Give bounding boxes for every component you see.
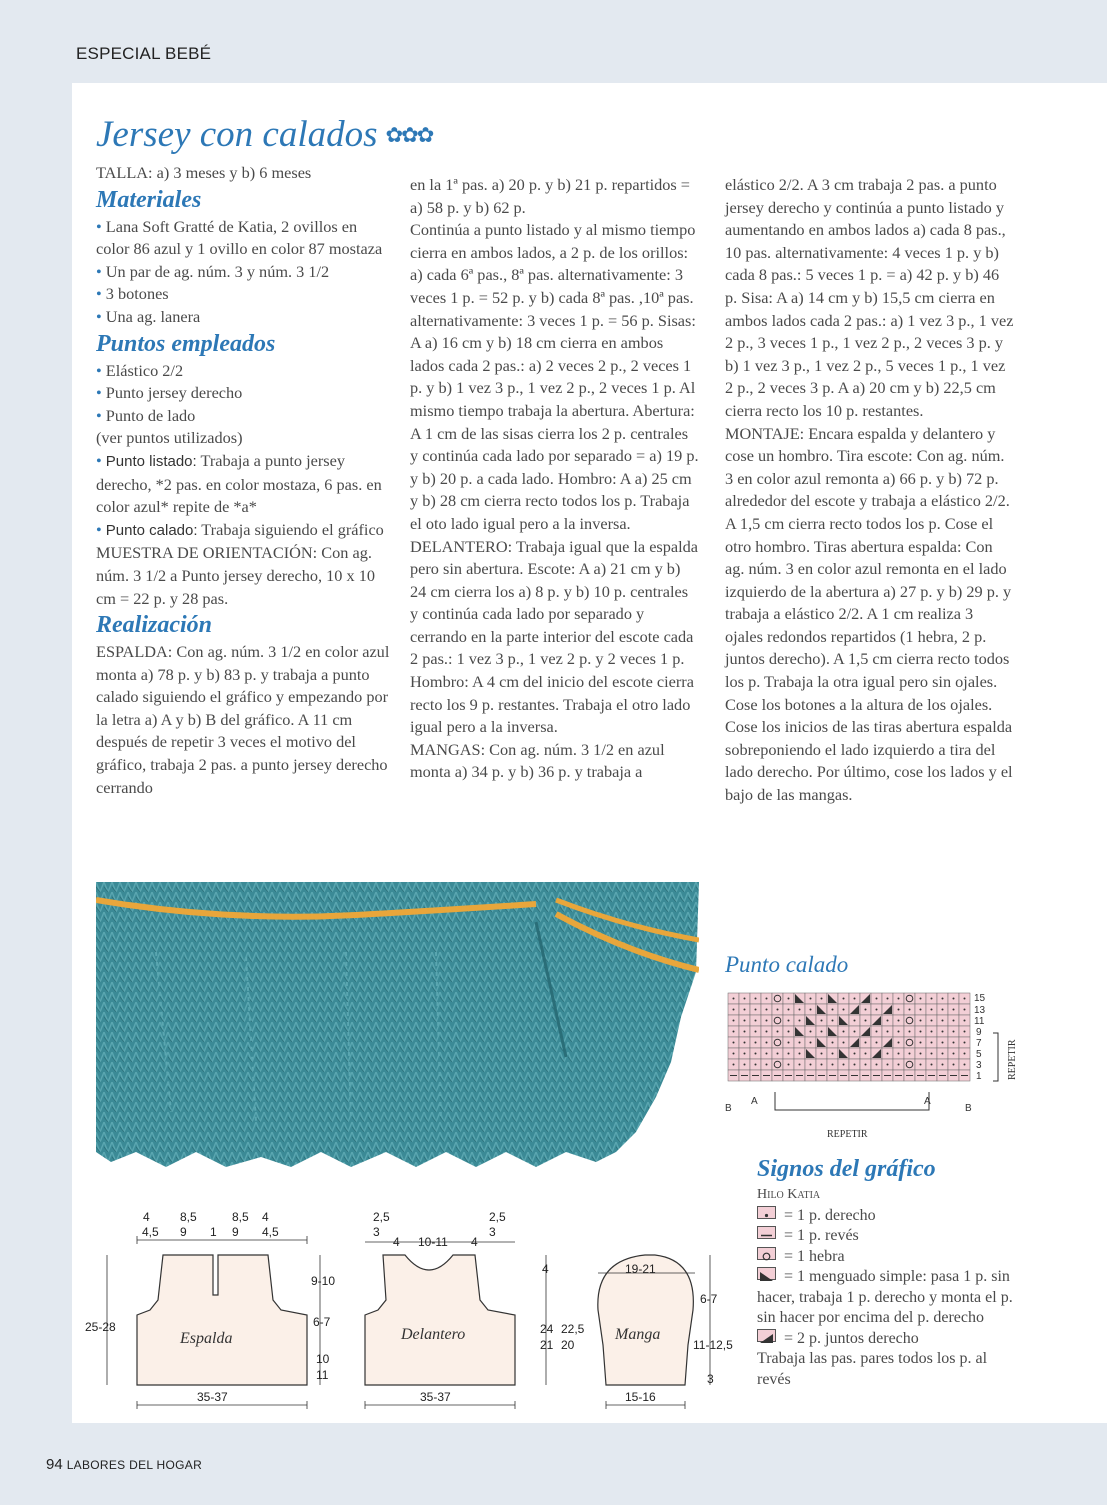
chart-stitch-symbol (788, 1031, 790, 1033)
dim-label: 21 (540, 1338, 554, 1352)
chart-stitch-symbol (953, 1064, 955, 1066)
chart-stitch-symbol (843, 998, 845, 1000)
chart-stitch-symbol (876, 1042, 878, 1044)
chart-stitch-symbol (887, 1031, 889, 1033)
chart-stitch-symbol (755, 1020, 757, 1022)
chart-stitch-symbol (821, 1064, 823, 1066)
dim-label: 9-10 (311, 1274, 336, 1288)
chart-stitch-symbol (788, 1064, 790, 1066)
punto-calado-label: Punto calado: (105, 521, 198, 539)
chart-stitch-symbol (788, 998, 790, 1000)
chart-stitch-symbol (832, 1064, 834, 1066)
chart-stitch-symbol (755, 1031, 757, 1033)
chart-stitch-symbol (898, 1020, 900, 1022)
chart-stitch-symbol (920, 1031, 922, 1033)
chart-stitch-symbol (799, 1064, 801, 1066)
chart-stitch-symbol (733, 1031, 735, 1033)
material-item: • Un par de ag. núm. 3 y núm. 3 1/2 (96, 261, 391, 284)
garment-schematic (85, 1205, 765, 1415)
chart-stitch-symbol (931, 1042, 933, 1044)
sweater-photo (96, 882, 699, 1174)
realizacion-heading: Realización (96, 612, 213, 639)
chart-stitch-symbol (810, 1009, 812, 1011)
chart-stitch-symbol (810, 998, 812, 1000)
row-label: 7 (976, 1038, 982, 1049)
dim-label: 35-37 (197, 1390, 228, 1404)
punto-listado-text: Trabaja a punto jersey derecho, *2 pas. en color mostaza, 6 pas. en color azul* repite de *a* (96, 450, 382, 517)
row-label: 11 (974, 1016, 985, 1027)
delantero-text: DELANTERO: Trabaja igual que la espalda pero sin abertura. Escote: A a) 21 cm y b) 24 cm cierra los a) 8 p. y b) 10 p. centrales y continúa cada lado por separado y cerrando en la parte interior del escote cada 2 pas.: 1 vez 3 p., 1 vez 2 p. y 2 veces 1 p. Hombro: A 4 cm del inicio del escote cierra recto los 9 p. restantes. Trabaja el otro lado igual pero a la inversa. (410, 536, 699, 737)
pattern-title (96, 113, 432, 156)
chart-stitch-symbol (799, 1053, 801, 1055)
chart-stitch-symbol (920, 1053, 922, 1055)
row-label: 9 (976, 1027, 982, 1038)
legend-item: = 1 p. derecho (757, 1206, 1017, 1227)
chart-stitch-symbol (733, 998, 735, 1000)
chart-stitch-symbol (898, 1042, 900, 1044)
chart-stitch-symbol (953, 1009, 955, 1011)
delantero-shape (365, 1255, 515, 1385)
chart-stitch-symbol (810, 1042, 812, 1044)
chart-stitch-symbol (876, 1031, 878, 1033)
col2-paragraph: Continúa a punto listado y al mismo tiempo cierra en ambos lados, a 2 p. de los orillos: a) cada 6ª pas., 8ª pas. alternativamente: 3 veces 1 p. = 52 p. y b) cada 8ª pas. ,10ª pas. alternativamente: 3 veces 1 p. = 56 p. Sisas: A a) 16 cm y b) 18 cm cierra en ambos lados cada 2 pas.: a) 2 veces 2 p., 2 veces 1 p. y b) 1 vez 3 p., 1 vez 2 p., 2 veces 1 p. Al mismo tiempo trabaja la abertura. Abertura: A 1 cm de las sisas cierra los 2 p. centrales y continúa cada lado por separado = a) 19 p. y b) 20 p. a cada lado. Hombro: A a) 25 cm y b) 28 cm cierra recto todos los p. Trabaja el oto lado igual pero a la inversa. (410, 220, 699, 533)
chart-stitch-symbol (799, 1020, 801, 1022)
chart-stitch-symbol (766, 1009, 768, 1011)
chart-stitch-symbol (898, 1064, 900, 1066)
chart-stitch-symbol (865, 1020, 867, 1022)
dim-label: 4 (143, 1210, 150, 1224)
chart-stitch-symbol (854, 998, 856, 1000)
chart-stitch-symbol (920, 1042, 922, 1044)
punto-listado (96, 450, 391, 519)
chart-stitch-symbol (964, 1042, 966, 1044)
dim-label: 10-11 (418, 1235, 448, 1249)
chart-stitch-symbol (909, 1031, 911, 1033)
chart-stitch-symbol (766, 1031, 768, 1033)
dim-label: 4 (262, 1210, 269, 1224)
chart-stitch-symbol (733, 1064, 735, 1066)
dim-label: 2,5 (373, 1210, 390, 1224)
dim-label: 19-21 (625, 1262, 656, 1276)
row-label: 15 (974, 993, 986, 1004)
chart-cell (904, 1015, 915, 1026)
chart-stitch-symbol (766, 1020, 768, 1022)
ver-puntos-text: (ver puntos utilizados) (96, 428, 243, 448)
chart-stitch-symbol (942, 1031, 944, 1033)
punto-item: • Punto jersey derecho (96, 382, 391, 405)
material-item: • Lana Soft Gratté de Katia, 2 ovillos en color 86 azul y 1 ovillo en color 87 mostaza (96, 216, 391, 261)
chart-stitch-symbol (755, 998, 757, 1000)
difficulty-stars-icon: ✿✿✿ (385, 123, 433, 147)
chart-stitch-symbol (810, 1064, 812, 1066)
talla-text: TALLA: a) 3 meses y b) 6 meses (96, 163, 312, 182)
material-item: • Una ag. lanera (96, 306, 391, 329)
col2-paragraph: en la 1ª pas. a) 20 p. y b) 21 p. repartidos = a) 58 p. y b) 62 p. (410, 175, 690, 217)
chart-stitch-symbol (964, 1020, 966, 1022)
punto-calado-chart (720, 985, 1020, 1145)
row-label: 3 (976, 1060, 982, 1071)
letter-a-left: A (751, 1096, 758, 1107)
repetir-side-label: REPETIR (1007, 1039, 1018, 1080)
chart-cell (904, 1059, 915, 1070)
chart-stitch-symbol (953, 1053, 955, 1055)
col3-paragraph: elástico 2/2. A 3 cm trabaja 2 pas. a punto jersey derecho y continúa a punto listado y aumentando en ambos lados a) cada 8 pas., 10 pas. alternativamente: 4 veces 1 p. y b) cada 8 pas.: 5 veces 1 p. = a) 42 p. y b) 46 p. Sisa: A a) 14 cm y b) 15,5 cm cierra en ambos lados cada 2 pas.: a) 1 vez 3 p., 1 vez 2 p., 3 veces 1 p., 1 vez 2 p., 2 veces 3 p. y b) 1 vez 3 p., 1 vez 2 p., 5 veces 1 p., 1 vez 2 p., 2 veces 3 p. A a) 20 cm y b) 22,5 cm cierra recto los 10 p. restantes. (725, 175, 1014, 420)
letter-b-left: B (725, 1103, 732, 1114)
chart-stitch-symbol (920, 1064, 922, 1066)
column-2 (410, 174, 700, 784)
muestra-text: MUESTRA DE ORIENTACIÓN: Con ag. núm. 3 1/2 a Punto jersey derecho, 10 x 10 cm = 22 p. y 28 pas. (96, 543, 375, 608)
dim-label: 10 (316, 1352, 330, 1366)
chart-stitch-symbol (832, 1020, 834, 1022)
chart-stitch-symbol (744, 1031, 746, 1033)
chart-stitch-symbol (953, 1020, 955, 1022)
chart-stitch-symbol (953, 1031, 955, 1033)
chart-stitch-symbol (843, 1042, 845, 1044)
chart-stitch-symbol (733, 1042, 735, 1044)
puntos-heading: Puntos empleados (96, 330, 276, 357)
chart-stitch-symbol (854, 1031, 856, 1033)
chart-stitch-symbol (766, 1064, 768, 1066)
chart-stitch-symbol (898, 1053, 900, 1055)
chart-stitch-symbol (887, 1064, 889, 1066)
chart-stitch-symbol (755, 1009, 757, 1011)
chart-stitch-symbol (733, 1053, 735, 1055)
chart-stitch-symbol (766, 998, 768, 1000)
espalda-text: ESPALDA: Con ag. núm. 3 1/2 en color azul monta a) 78 p. y b) 83 p. y trabaja a punto calado siguiendo el gráfico y empezando por la letra a) A y b) B del gráfico. A 11 cm después de repetir 3 veces el motivo del gráfico, trabaja 2 pas. a punto jersey derecho cerrando (96, 642, 390, 797)
manga-label: Manga (615, 1326, 661, 1343)
chart-stitch-symbol (766, 1053, 768, 1055)
dim-label: 1 (210, 1225, 217, 1239)
montaje-text: MONTAJE: Encara espalda y delantero y cose un hombro. Tira escote: Con ag. núm. 3 en color azul remonta a) 66 p. y b) 72 p. alrededor del escote y trabaja a elástico 2/2. A 1,5 cm cierra recto todos los p. Cose el otro hombro. Tiras abertura espalda: Con ag. núm. 3 en color azul remonta en el lado izquierdo de la abertura a) 27 p. y b) 29 p. y trabaja a elástico 2/2. A 1 cm realiza 3 ojales redondos repartidos (1 hebra, 2 p. juntos derecho). A 1,5 cm cierra recto todos los p. Trabaja la otra igual pero sin ojales. Cose los botones a la altura de los ojales. Cose los inicios de las tiras abertura espalda sobreponiendo el lado izquierdo a tira del lado derecho. Por último, cose los lados y el bajo de las mangas. (725, 423, 1013, 805)
chart-stitch-symbol (788, 1009, 790, 1011)
chart-stitch-symbol (832, 1042, 834, 1044)
chart-stitch-symbol (898, 1009, 900, 1011)
row-label: 13 (974, 1005, 986, 1016)
chart-cell (772, 1059, 783, 1070)
legend-item: = 1 hebra (757, 1247, 1017, 1268)
punto-calado-text: Trabaja siguiendo el gráfico (197, 519, 384, 539)
legend-item: = 2 p. juntos derecho (757, 1329, 1017, 1350)
chart-stitch-symbol (898, 998, 900, 1000)
chart-stitch-symbol (843, 1064, 845, 1066)
chart-stitch-symbol (766, 1042, 768, 1044)
chart-stitch-symbol (964, 1009, 966, 1011)
chart-stitch-symbol (876, 1064, 878, 1066)
chart-stitch-symbol (931, 1064, 933, 1066)
chart-stitch-symbol (744, 1042, 746, 1044)
chart-cell (772, 1015, 783, 1026)
chart-stitch-symbol (931, 1020, 933, 1022)
chart-stitch-symbol (887, 1020, 889, 1022)
dim-label: 22,5 (561, 1322, 585, 1336)
chart-stitch-symbol (755, 1064, 757, 1066)
chart-stitch-symbol (964, 1053, 966, 1055)
chart-stitch-symbol (931, 1053, 933, 1055)
dim-label: 15-16 (625, 1390, 656, 1404)
chart-stitch-symbol (953, 998, 955, 1000)
chart-stitch-symbol (777, 1009, 779, 1011)
dim-label: 20 (561, 1338, 575, 1352)
dim-label: 4,5 (262, 1225, 279, 1239)
chart-stitch-symbol (755, 1042, 757, 1044)
chart-stitch-symbol (810, 1031, 812, 1033)
chart-stitch-symbol (865, 1042, 867, 1044)
chart-stitch-symbol (931, 1009, 933, 1011)
chart-stitch-symbol (744, 998, 746, 1000)
chart-stitch-symbol (821, 998, 823, 1000)
chart-stitch-symbol (744, 1009, 746, 1011)
dim-label: 24 (540, 1322, 554, 1336)
chart-stitch-symbol (865, 1009, 867, 1011)
dim-label: 4 (471, 1235, 478, 1249)
chart-stitch-symbol (942, 1064, 944, 1066)
dim-label: 4,5 (142, 1225, 159, 1239)
chart-stitch-symbol (733, 1009, 735, 1011)
chart-stitch-symbol (777, 1031, 779, 1033)
chart-stitch-symbol (744, 1053, 746, 1055)
chart-stitch-symbol (821, 1020, 823, 1022)
page-footer (46, 1456, 202, 1474)
dim-label: 9 (232, 1225, 239, 1239)
column-1 (96, 162, 391, 799)
chart-cell (772, 1037, 783, 1048)
chart-stitch-symbol (733, 1020, 735, 1022)
chart-stitch-symbol (832, 1053, 834, 1055)
chart-stitch-symbol (942, 1009, 944, 1011)
legend-item: = 1 p. revés (757, 1226, 1017, 1247)
chart-stitch-symbol (799, 1009, 801, 1011)
chart-cell (772, 993, 783, 1004)
section-header: ESPECIAL BEBÉ (76, 44, 212, 63)
chart-stitch-symbol (788, 1053, 790, 1055)
chart-legend (757, 1153, 1017, 1390)
punto-item: • Elástico 2/2 (96, 360, 391, 383)
dim-label: 25-28 (85, 1320, 116, 1334)
chart-stitch-symbol (920, 1020, 922, 1022)
chart-stitch-symbol (942, 1020, 944, 1022)
chart-stitch-symbol (887, 1053, 889, 1055)
chart-stitch-symbol (854, 1053, 856, 1055)
page-number: 94 (46, 1456, 63, 1473)
dim-label: 6-7 (313, 1315, 331, 1329)
row-label: 1 (976, 1071, 982, 1082)
chart-stitch-symbol (799, 1042, 801, 1044)
materiales-heading: Materiales (96, 186, 202, 213)
dim-label: 11 (316, 1368, 329, 1382)
chart-stitch-symbol (909, 1009, 911, 1011)
espalda-label: Espalda (180, 1330, 233, 1347)
chart-stitch-symbol (964, 1064, 966, 1066)
chart-stitch-symbol (755, 1053, 757, 1055)
dim-label: 2,5 (489, 1210, 506, 1224)
chart-stitch-symbol (865, 1053, 867, 1055)
chart-stitch-symbol (953, 1042, 955, 1044)
espalda-shape (137, 1255, 307, 1385)
dim-label: 8,5 (232, 1210, 249, 1224)
dim-label: 3 (489, 1225, 496, 1239)
chart-stitch-symbol (909, 1053, 911, 1055)
dim-label: 6-7 (700, 1292, 718, 1306)
title-text: Jersey con calados (96, 114, 378, 155)
legend-note: Trabaja las pas. pares todos los p. al revés (757, 1350, 988, 1388)
chart-stitch-symbol (854, 1064, 856, 1066)
chart-stitch-symbol (744, 1064, 746, 1066)
chart-stitch-symbol (964, 1031, 966, 1033)
legend-heading: Signos del gráfico (757, 1156, 936, 1182)
chart-stitch-symbol (942, 1042, 944, 1044)
column-3 (725, 174, 1015, 807)
chart-stitch-symbol (843, 1031, 845, 1033)
chart-stitch-symbol (843, 1009, 845, 1011)
legend-subheading: Hilo Katia (757, 1187, 821, 1202)
repetir-bottom-label: REPETIR (827, 1129, 868, 1140)
chart-stitch-symbol (887, 998, 889, 1000)
dim-label: 4 (393, 1235, 400, 1249)
dim-label: 4 (542, 1262, 549, 1276)
dim-label: 3 (373, 1225, 380, 1239)
row-label: 5 (976, 1049, 982, 1060)
dim-label: 3 (707, 1372, 714, 1386)
punto-listado-label: Punto listado: (105, 452, 197, 470)
dim-label: 9 (180, 1225, 187, 1239)
chart-cell (904, 993, 915, 1004)
chart-cell (904, 1037, 915, 1048)
chart-stitch-symbol (920, 998, 922, 1000)
chart-stitch-symbol (876, 998, 878, 1000)
chart-stitch-symbol (854, 1020, 856, 1022)
chart-stitch-symbol (942, 1053, 944, 1055)
chart-stitch-symbol (931, 998, 933, 1000)
chart-stitch-symbol (832, 1009, 834, 1011)
chart-stitch-symbol (931, 1031, 933, 1033)
dim-label: 35-37 (420, 1390, 451, 1404)
material-item: • 3 botones (96, 283, 391, 306)
dim-label: 11-12,5 (693, 1338, 733, 1352)
magazine-name: LABORES DEL HOGAR (66, 1458, 203, 1472)
chart-stitch-symbol (821, 1053, 823, 1055)
chart-stitch-symbol (920, 1009, 922, 1011)
chart-stitch-symbol (788, 1020, 790, 1022)
legend-item: = 1 menguado simple: pasa 1 p. sin hacer, trabaja 1 p. derecho y monta el p. sin hacer por encima del p. derecho (757, 1268, 1013, 1326)
chart-stitch-symbol (865, 1064, 867, 1066)
punto-item: • Punto de lado (96, 405, 391, 428)
letter-a-right: A (924, 1096, 931, 1107)
mangas-text: MANGAS: Con ag. núm. 3 1/2 en azul monta a) 34 p. y b) 36 p. y trabaja a (410, 739, 665, 782)
delantero-label: Delantero (401, 1326, 466, 1343)
chart-stitch-symbol (777, 1053, 779, 1055)
chart-stitch-symbol (964, 998, 966, 1000)
chart-stitch-symbol (821, 1031, 823, 1033)
chart-stitch-symbol (876, 1009, 878, 1011)
chart-stitch-symbol (788, 1042, 790, 1044)
punto-calado (96, 519, 391, 543)
letter-b-right: B (965, 1103, 972, 1114)
chart-stitch-symbol (898, 1031, 900, 1033)
chart-stitch-symbol (942, 998, 944, 1000)
chart-title: Punto calado (725, 952, 849, 977)
dim-label: 8,5 (180, 1210, 197, 1224)
chart-stitch-symbol (744, 1020, 746, 1022)
